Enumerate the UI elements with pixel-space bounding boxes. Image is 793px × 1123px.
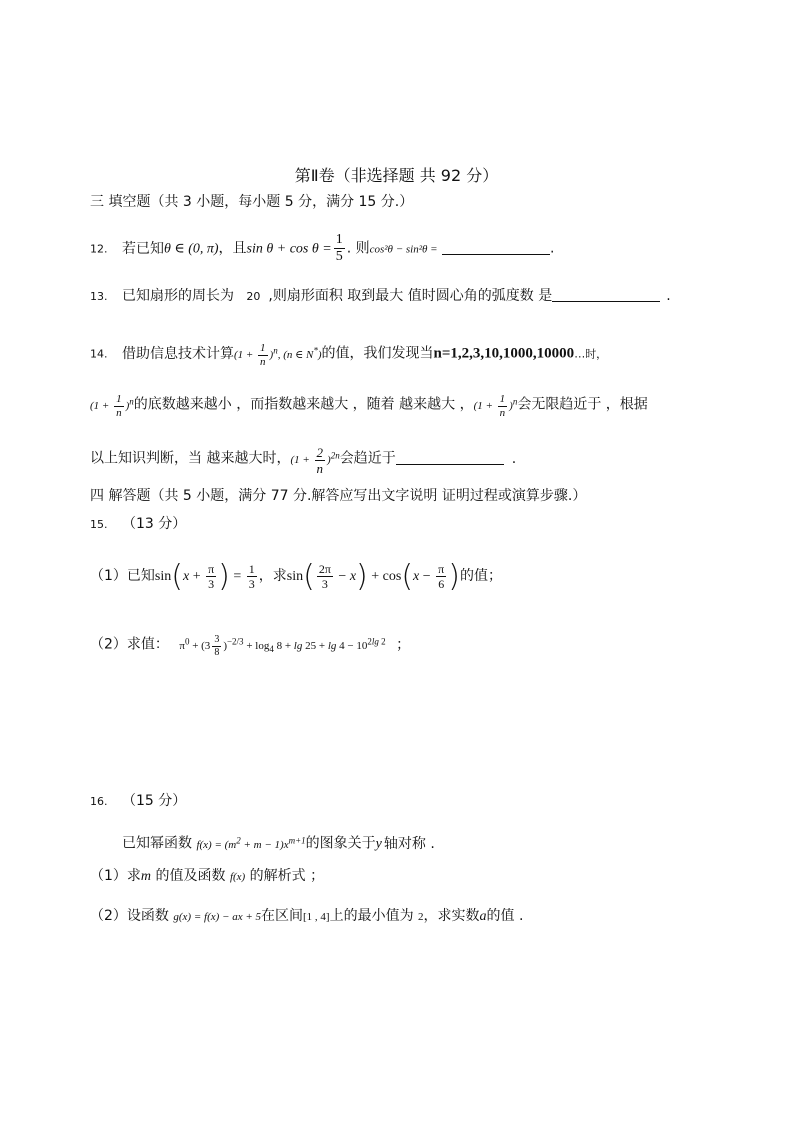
question-score: （13 分） — [121, 516, 187, 532]
q13-text-2: ,则扇形面积 取到最大 值时圆心角的弧度数 是 — [268, 288, 553, 304]
fraction — [206, 563, 216, 590]
q12-math-3: cos²θ − sin²θ = — [369, 243, 438, 256]
q16-intro-var: y — [375, 836, 382, 852]
question-16-header — [90, 791, 186, 812]
fraction — [317, 563, 333, 590]
q15-p1-text-2: ，求 — [258, 568, 287, 584]
question-number: 14. — [90, 347, 108, 361]
q16-intro-text-1: 已知幂函数 — [122, 835, 192, 852]
q16-p2-text-5: 的值 . — [486, 908, 524, 924]
q14-sequence: n=1,2,3,10,1000,10000 — [433, 345, 575, 362]
fill-in-heading: 三 填空题（共 3 小题，每小题 5 分，满分 15 分.） — [90, 194, 414, 210]
fraction-denominator: 5 — [335, 249, 343, 264]
question-number: 13. — [90, 290, 108, 303]
fraction-denominator: n — [316, 460, 324, 476]
q12-text-2: ，且 — [218, 240, 247, 257]
question-12 — [90, 233, 555, 263]
fraction — [436, 563, 446, 590]
part-label: （1） — [90, 868, 127, 884]
q14-text-3: …时， — [574, 347, 608, 361]
question-15-part-2 — [90, 626, 410, 656]
q16-p1-text-1: 求 — [126, 868, 141, 884]
q16-p2-text-3: 上的最小值为 — [329, 908, 414, 924]
q16-p2-expr: g(x) = f(x) − ax + 5 — [173, 911, 261, 923]
q16-p1-text-3: 的解析式 ； — [249, 868, 325, 884]
fraction — [258, 343, 268, 368]
part-label: （2） — [90, 908, 127, 924]
q14-text-1: 借助信息技术计算 — [121, 345, 234, 362]
q16-intro-text-3: 轴对称 . — [383, 835, 435, 852]
question-15-part-1 — [90, 556, 502, 596]
question-number: 15. — [90, 518, 108, 531]
q13-text-1: 已知扇形的周长为 — [121, 288, 234, 304]
q14-expr-4: (1 + $\frac{2}{n}$ )$^{2n}$ — [290, 444, 340, 476]
q16-p1-text-2: 的值及函数 — [155, 868, 226, 884]
q16-p2-text-1: 设函数 — [126, 908, 169, 924]
q13-value: 20 — [246, 290, 261, 303]
q13-end: . — [666, 288, 671, 304]
fraction-numerator: 1 — [248, 562, 255, 577]
fraction-numerator: 1 — [499, 392, 506, 405]
question-16-part-1 — [90, 866, 324, 887]
fraction-numerator: π — [208, 562, 215, 577]
fraction — [247, 563, 257, 590]
fraction — [498, 394, 508, 419]
question-14-line-3 — [90, 438, 517, 476]
question-14-line-1 — [90, 333, 607, 367]
question-13 — [90, 286, 671, 307]
q14-text-4: 的底数越来越小 ，而指数越来越大 ，随着 越来越大 ， — [133, 396, 474, 413]
q12-text-3: . 则 — [346, 240, 370, 257]
q14-end: . — [511, 450, 517, 467]
question-score: （15 分） — [121, 793, 187, 809]
q15-p2-text-1: 求值： — [126, 636, 169, 653]
section-title: 第Ⅱ卷（非选择题 共 92 分） — [294, 166, 499, 185]
q16-intro-text-2: 的图象关于 — [305, 835, 376, 852]
question-16-part-2 — [90, 906, 523, 927]
question-14-line-2 — [90, 384, 648, 418]
q16-p2-var: a — [479, 909, 487, 924]
q14-expr-3: (1 + $\frac{1}{n}$ )$^n$ — [473, 392, 518, 419]
q12-text-1: 若已知 — [121, 240, 164, 257]
fraction — [334, 233, 345, 264]
fraction-numerator: π — [438, 562, 445, 577]
q15-target-expr: sin( $\frac{2\pi}{3}$ − x) + cos(x − $\frac{\pi}{6}$ ) — [286, 558, 460, 594]
fraction — [212, 635, 221, 658]
answer-blank[interactable] — [396, 450, 504, 465]
fraction-denominator: n — [499, 406, 506, 419]
question-15-header — [90, 514, 186, 535]
q14-expr-1: (1 + $\frac{1}{n}$ )$^n$, (n ∈ N*) — [233, 341, 322, 368]
question-16-intro — [122, 830, 435, 855]
q16-p2-text-2: 在区间 — [261, 908, 303, 924]
fraction — [315, 446, 326, 475]
q16-intro-expr: $f(x) = (m^2 + m - 1)x^{m+1}$ — [196, 835, 306, 851]
fraction-denominator: 6 — [438, 577, 445, 592]
fraction-numerator: 1 — [260, 341, 266, 354]
fraction-denominator: n — [260, 355, 266, 368]
q14-expr-2: (1 + $\frac{1}{n}$ )$^n$ — [90, 392, 134, 419]
fraction-denominator: 3 — [321, 577, 328, 592]
q16-p1-var: m — [140, 869, 152, 884]
fraction-denominator: 8 — [214, 646, 220, 658]
fraction-numerator: 1 — [335, 232, 343, 247]
fraction-denominator: 3 — [248, 577, 255, 592]
question-number: 12. — [90, 242, 108, 256]
q16-p1-expr: f(x) — [229, 871, 246, 883]
part-label: （1） — [90, 568, 127, 584]
q15-p2-end: ； — [396, 636, 411, 653]
solution-heading: 四 解答题（共 5 小题，满分 77 分.解答应写出文字说明 证明过程或演算步骤.） — [90, 488, 587, 504]
part-label: （2） — [90, 636, 127, 653]
fraction-numerator: 3 — [214, 633, 220, 645]
fraction-numerator: 2 — [316, 444, 324, 460]
q12-math-2: sin θ + cos θ = — [246, 241, 332, 257]
q15-p1-text-3: 的值； — [459, 568, 502, 584]
q16-p2-interval: [1 , 4] — [303, 911, 330, 923]
fraction-denominator: 3 — [208, 577, 215, 592]
answer-blank[interactable] — [552, 287, 660, 302]
q15-p1-text-1: 已知 — [126, 568, 155, 584]
fraction-numerator: 2π — [318, 562, 331, 577]
q15-given-expr: sin(x + $\frac{\pi}{3}$ ) = $\frac{1}{3}$ — [154, 558, 255, 594]
q14-text-2: 的值，我们发现当 — [321, 345, 434, 362]
q12-math-1: θ ∈ (0, π) — [163, 241, 219, 257]
question-number: 16. — [90, 795, 108, 808]
q14-text-5: 会无限趋近于 ，根据 — [517, 396, 648, 413]
fraction — [114, 394, 124, 419]
fraction-denominator: n — [116, 406, 122, 419]
fraction-numerator: 1 — [116, 392, 122, 405]
q14-text-6: 以上知识判断，当 越来越大时， — [90, 450, 291, 467]
q16-p2-value: 2 — [418, 911, 424, 923]
q16-p2-text-4: ，求实数 — [423, 908, 480, 924]
q15-p2-expr: $\pi^0 + (3$ $\frac{3}{8}$ )$^{-2/3} + \log_4 8 + \lg 25 + \lg 4 - 10^{2lg 2}$ — [179, 633, 386, 658]
answer-blank[interactable] — [442, 240, 550, 255]
q14-text-7: 会趋近于 — [339, 450, 396, 467]
q12-end: . — [550, 240, 555, 257]
